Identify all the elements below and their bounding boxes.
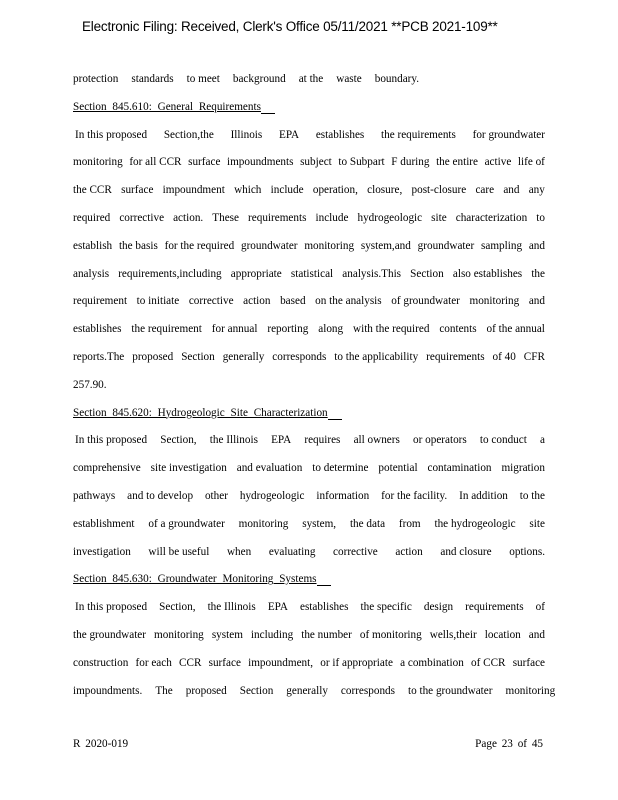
word-group: monitoring <box>73 156 123 169</box>
text-line <box>73 678 556 706</box>
word-group: requirements <box>248 211 307 224</box>
word-group: CFR <box>523 350 545 363</box>
word-group: system,and <box>360 239 411 252</box>
word-group: include <box>315 211 349 224</box>
word-group: impoundments. <box>73 684 143 697</box>
word-group: generally <box>286 684 328 697</box>
word-group: or operators <box>413 434 467 447</box>
word-group: statistical <box>290 267 334 280</box>
word-group: site <box>529 517 545 530</box>
word-group: In this proposed <box>75 128 148 141</box>
word-group: analysis.This <box>342 267 402 280</box>
word-group: required <box>73 211 111 224</box>
text-line <box>73 594 545 622</box>
word-group: site investigation <box>150 462 227 475</box>
word-group: surface <box>512 656 545 669</box>
word-group: the <box>531 267 545 280</box>
word-group: the basis <box>118 239 158 252</box>
word-group: options. <box>509 545 545 558</box>
section-heading <box>73 400 545 428</box>
word-group: action <box>395 545 423 558</box>
word-group: In addition <box>459 489 508 502</box>
word-group: of groundwater <box>391 295 460 308</box>
word-group: Section,the <box>163 128 214 141</box>
word-group: of <box>535 601 545 614</box>
word-group: action. <box>173 211 204 224</box>
text-line <box>73 622 545 650</box>
text-line <box>73 511 545 539</box>
word-group: CCR <box>179 656 202 669</box>
word-group: protection <box>73 73 119 85</box>
word-group: information <box>316 489 370 502</box>
heading-underline-tail <box>328 400 342 420</box>
word-group: corresponds <box>340 684 395 697</box>
word-group: investigation <box>73 545 131 558</box>
word-group: establish <box>73 239 113 252</box>
word-group: to the <box>519 489 545 502</box>
word-group: any <box>528 184 545 197</box>
word-group: establishes <box>299 601 349 614</box>
word-group: when <box>226 545 252 558</box>
word-group: to meet <box>186 73 220 85</box>
word-group: at the <box>298 73 324 85</box>
text-line <box>73 483 545 511</box>
text-line <box>73 233 545 261</box>
word-group: to initiate <box>136 295 180 308</box>
word-group: the groundwater <box>73 628 147 641</box>
word-group: location <box>484 628 521 641</box>
text-line <box>73 316 545 344</box>
word-group: pathways <box>73 489 116 502</box>
word-group: include <box>270 184 304 197</box>
word-group: for the required <box>164 239 235 252</box>
page-number: 23 <box>501 738 513 750</box>
section-heading <box>73 566 545 594</box>
word-group: and <box>528 295 545 308</box>
word-group: of a groundwater <box>148 517 225 530</box>
word-group: requirement <box>73 295 128 308</box>
word-group: and evaluation <box>236 462 303 475</box>
word-group: also establishes <box>452 267 523 280</box>
word-group: reports.The <box>73 350 125 363</box>
word-group: or if appropriate <box>320 656 393 669</box>
text-line <box>73 177 545 205</box>
word-group: impoundment <box>162 184 225 197</box>
word-group: from <box>398 517 421 530</box>
section-heading <box>73 94 545 122</box>
word-group: based <box>280 295 306 308</box>
word-group: characterization <box>455 211 528 224</box>
word-group: for each <box>135 656 172 669</box>
word-group: will be useful <box>148 545 210 558</box>
word-group: Section, <box>160 434 197 447</box>
word-group: to the applicability <box>334 350 419 363</box>
text-line <box>73 261 545 289</box>
word-group: proposed <box>185 684 227 697</box>
word-group: 257.90. <box>73 378 107 391</box>
word-group: Section <box>181 350 215 363</box>
word-group: boundary. <box>374 73 420 85</box>
text-line <box>73 455 545 483</box>
word-group: life of <box>517 156 545 169</box>
word-group: the hydrogeologic <box>434 517 516 530</box>
word-group: requirements <box>465 601 524 614</box>
word-group: standards <box>131 73 174 85</box>
word-group: groundwater <box>240 239 298 252</box>
word-group: surface <box>208 656 241 669</box>
word-group: the number <box>301 628 352 641</box>
word-group: corrective <box>119 211 165 224</box>
word-group: on the analysis <box>315 295 382 308</box>
text-line <box>73 427 545 455</box>
word-group: establishes <box>315 128 365 141</box>
word-group: wells,their <box>429 628 477 641</box>
text-line <box>73 650 545 678</box>
word-group: a combination <box>400 656 464 669</box>
page-label: Page <box>475 738 497 750</box>
word-group: post-closure <box>411 184 467 197</box>
word-group: impoundments <box>226 156 294 169</box>
word-group: to determine <box>312 462 369 475</box>
word-group: the Illinois <box>207 601 256 614</box>
word-group: for the facility. <box>381 489 448 502</box>
word-group: system, <box>302 517 337 530</box>
word-group: construction <box>73 656 129 669</box>
word-group: to conduct <box>479 434 527 447</box>
word-group: migration <box>501 462 545 475</box>
word-group: of monitoring <box>359 628 422 641</box>
word-group: monitoring <box>469 295 520 308</box>
word-group: requires <box>304 434 341 447</box>
word-group: requirements <box>426 350 485 363</box>
word-group: Section, <box>159 601 196 614</box>
word-group: groundwater <box>417 239 475 252</box>
word-group: for groundwater <box>472 128 545 141</box>
word-group: system <box>211 628 243 641</box>
word-group: to Subpart <box>338 156 385 169</box>
word-group: background <box>232 73 286 85</box>
word-group: establishment <box>73 517 135 530</box>
section-heading-text: Section 845.620: Hydrogeologic Site Characterization <box>73 406 328 419</box>
word-group: In this proposed <box>75 434 148 447</box>
text-line <box>73 66 545 94</box>
word-group: proposed <box>132 350 174 363</box>
word-group: corresponds <box>272 350 327 363</box>
word-group: corrective <box>333 545 378 558</box>
word-group: These <box>212 211 239 224</box>
section-heading-text: Section 845.630: Groundwater Monitoring Systems <box>73 573 317 586</box>
word-group: Illinois <box>230 128 263 141</box>
section-heading-text: Section 845.610: General Requirements <box>73 100 261 113</box>
text-line <box>73 539 545 567</box>
word-group: and closure <box>440 545 492 558</box>
word-group: and <box>503 184 520 197</box>
word-group: contamination <box>427 462 492 475</box>
word-group: EPA <box>278 128 300 141</box>
word-group: analysis <box>73 267 110 280</box>
word-group: of 40 <box>492 350 516 363</box>
text-line <box>73 372 545 400</box>
word-group: of CCR <box>471 656 506 669</box>
word-group: for all CCR <box>129 156 182 169</box>
word-group: contents <box>439 323 477 336</box>
word-group: the data <box>349 517 386 530</box>
text-line <box>73 288 545 316</box>
page-indicator <box>475 738 543 750</box>
word-group: the entire <box>436 156 478 169</box>
word-group: impoundment, <box>248 656 314 669</box>
word-group: surface <box>121 184 154 197</box>
word-group: comprehensive <box>73 462 141 475</box>
word-group: F during <box>391 156 430 169</box>
of-label: of <box>517 738 528 750</box>
word-group: appropriate <box>230 267 282 280</box>
docket-number: R 2020-019 <box>73 738 129 750</box>
word-group: along <box>318 323 344 336</box>
word-group: the requirements <box>381 128 456 141</box>
word-group: EPA <box>271 434 292 447</box>
word-group: monitoring <box>238 517 289 530</box>
word-group: and <box>528 628 545 641</box>
page-footer <box>73 738 543 750</box>
word-group: generally <box>222 350 265 363</box>
word-group: and to develop <box>127 489 194 502</box>
word-group: Section <box>239 684 274 697</box>
word-group: In this proposed <box>75 601 148 614</box>
page-total: 45 <box>531 738 543 750</box>
word-group: to the groundwater <box>407 684 493 697</box>
word-group: operation, <box>312 184 358 197</box>
text-line <box>73 205 545 233</box>
word-group: hydrogeologic <box>239 489 305 502</box>
word-group: active <box>484 156 512 169</box>
word-group: all owners <box>353 434 400 447</box>
text-line <box>73 149 545 177</box>
word-group: potential <box>378 462 418 475</box>
word-group: monitoring <box>505 684 556 697</box>
text-line <box>73 344 545 372</box>
text-line <box>73 122 545 150</box>
word-group: The <box>155 684 173 697</box>
word-group: care <box>475 184 495 197</box>
word-group: to <box>536 211 545 224</box>
document-body <box>73 66 556 705</box>
word-group: evaluating <box>268 545 316 558</box>
word-group: a <box>540 434 545 447</box>
word-group: monitoring <box>304 239 355 252</box>
word-group: EPA <box>267 601 288 614</box>
word-group: of the annual <box>486 323 545 336</box>
word-group: site <box>431 211 447 224</box>
word-group: closure, <box>367 184 403 197</box>
word-group: the requirement <box>131 323 202 336</box>
heading-underline-tail <box>317 566 331 586</box>
heading-underline-tail <box>261 94 275 114</box>
word-group: for annual <box>211 323 258 336</box>
word-group: surface <box>188 156 221 169</box>
word-group: design <box>423 601 454 614</box>
word-group: waste <box>336 73 362 85</box>
filing-stamp-header: Electronic Filing: Received, Clerk's Office 05/11/2021 **PCB 2021-109** <box>82 19 498 34</box>
word-group: sampling <box>481 239 523 252</box>
word-group: reporting <box>267 323 309 336</box>
word-group: monitoring <box>154 628 204 641</box>
word-group: other <box>204 489 228 502</box>
word-group: the Illinois <box>209 434 258 447</box>
word-group: action <box>243 295 271 308</box>
word-group: the specific <box>360 601 412 614</box>
word-group: the CCR <box>73 184 112 197</box>
word-group: hydrogeologic <box>357 211 423 224</box>
word-group: corrective <box>188 295 234 308</box>
word-group: with the required <box>353 323 430 336</box>
word-group: including <box>250 628 294 641</box>
word-group: establishes <box>73 323 122 336</box>
word-group: requirements,including <box>118 267 222 280</box>
word-group: Section <box>410 267 444 280</box>
word-group: which <box>234 184 262 197</box>
word-group: subject <box>300 156 332 169</box>
word-group: and <box>528 239 545 252</box>
